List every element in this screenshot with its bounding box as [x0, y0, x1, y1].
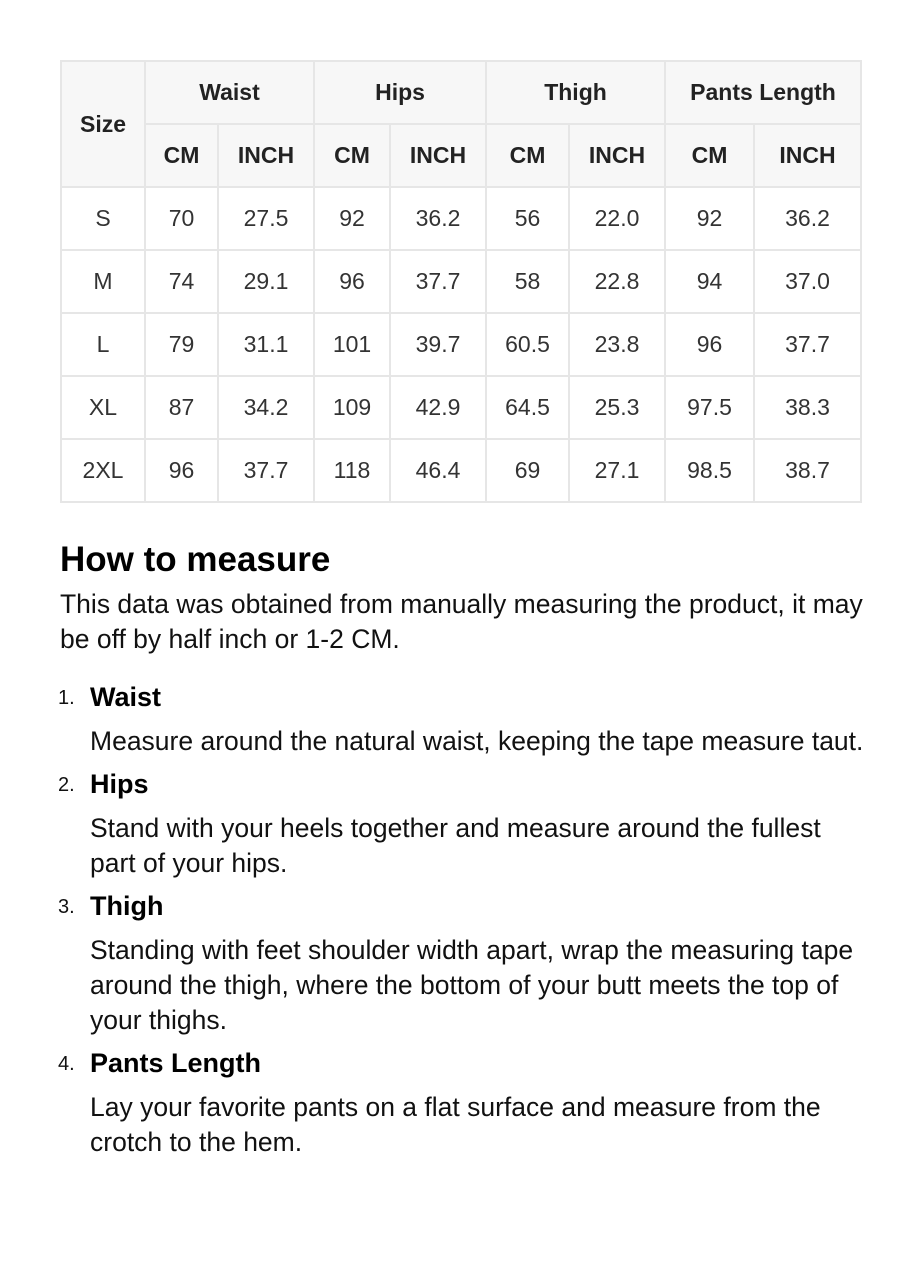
how-to-measure-section	[60, 536, 870, 1167]
measurement-cell: 79	[145, 313, 218, 376]
intro-text: This data was obtained from manually measuring the product, it may be off by half inch or 1-2 CM.	[60, 589, 863, 654]
list-item	[60, 679, 870, 759]
table-row	[61, 313, 861, 376]
step-description: Lay your favorite pants on a flat surface and measure from the crotch to the hem.	[90, 1092, 821, 1157]
header-row-units	[61, 124, 861, 187]
size-cell: XL	[61, 376, 145, 439]
step-title: Waist	[90, 682, 162, 712]
measurement-cell: 38.7	[754, 439, 861, 502]
list-item	[60, 1045, 870, 1160]
measurement-cell: 69	[486, 439, 569, 502]
measurement-cell: 37.7	[390, 250, 486, 313]
measurement-cell: 31.1	[218, 313, 314, 376]
step-number: 1.	[58, 687, 75, 709]
measurement-cell: 36.2	[754, 187, 861, 250]
measurement-cell: 96	[145, 439, 218, 502]
table-header	[61, 61, 861, 187]
measurement-cell: 96	[665, 313, 754, 376]
group-header-hips: Hips	[314, 61, 486, 124]
measurement-cell: 70	[145, 187, 218, 250]
measurement-cell: 23.8	[569, 313, 665, 376]
measurement-cell: 87	[145, 376, 218, 439]
measurement-cell: 42.9	[390, 376, 486, 439]
measurement-cell: 25.3	[569, 376, 665, 439]
measurement-cell: 37.7	[218, 439, 314, 502]
measurement-cell: 64.5	[486, 376, 569, 439]
measurement-cell: 101	[314, 313, 390, 376]
size-cell: S	[61, 187, 145, 250]
header-row-groups	[61, 61, 861, 124]
size-chart-table	[60, 60, 862, 503]
measurement-cell: 94	[665, 250, 754, 313]
table-row	[61, 187, 861, 250]
group-header-thigh: Thigh	[486, 61, 665, 124]
steps-list	[60, 679, 870, 1160]
measurement-cell: 92	[314, 187, 390, 250]
measurement-cell: 22.8	[569, 250, 665, 313]
section-title: How to measure	[60, 540, 331, 579]
table-body	[61, 187, 861, 502]
measurement-cell: 22.0	[569, 187, 665, 250]
measurement-cell: 98.5	[665, 439, 754, 502]
list-item	[60, 766, 870, 881]
step-title: Thigh	[90, 891, 164, 921]
list-item	[60, 888, 870, 1038]
unit-header: INCH	[390, 124, 486, 187]
measurement-cell: 37.0	[754, 250, 861, 313]
measurement-cell: 58	[486, 250, 569, 313]
measurement-cell: 27.5	[218, 187, 314, 250]
measurement-cell: 109	[314, 376, 390, 439]
measurement-cell: 39.7	[390, 313, 486, 376]
measurement-cell: 92	[665, 187, 754, 250]
measurement-cell: 96	[314, 250, 390, 313]
measurement-cell: 118	[314, 439, 390, 502]
group-header-pants-length: Pants Length	[665, 61, 861, 124]
measurement-cell: 74	[145, 250, 218, 313]
unit-header: CM	[486, 124, 569, 187]
step-number: 3.	[58, 896, 75, 918]
table-row	[61, 439, 861, 502]
measurement-cell: 29.1	[218, 250, 314, 313]
step-number: 2.	[58, 774, 75, 796]
measurement-cell: 34.2	[218, 376, 314, 439]
measurement-cell: 38.3	[754, 376, 861, 439]
measurement-cell: 56	[486, 187, 569, 250]
size-cell: L	[61, 313, 145, 376]
unit-header: INCH	[569, 124, 665, 187]
measurement-cell: 37.7	[754, 313, 861, 376]
size-cell: M	[61, 250, 145, 313]
unit-header: CM	[665, 124, 754, 187]
size-header: Size	[61, 61, 145, 187]
measurement-cell: 97.5	[665, 376, 754, 439]
table-row	[61, 250, 861, 313]
unit-header: INCH	[754, 124, 861, 187]
measurement-cell: 27.1	[569, 439, 665, 502]
measurement-cell: 60.5	[486, 313, 569, 376]
unit-header: INCH	[218, 124, 314, 187]
group-header-waist: Waist	[145, 61, 314, 124]
table-row	[61, 376, 861, 439]
unit-header: CM	[145, 124, 218, 187]
step-number: 4.	[58, 1053, 75, 1075]
step-description: Measure around the natural waist, keeping the tape measure taut.	[90, 726, 864, 756]
step-description: Stand with your heels together and measure around the fullest part of your hips.	[90, 813, 821, 878]
step-title: Hips	[90, 769, 149, 799]
step-description: Standing with feet shoulder width apart, wrap the measuring tape around the thigh, where the bottom of your butt meets the top of your thighs.	[90, 935, 854, 1035]
unit-header: CM	[314, 124, 390, 187]
size-cell: 2XL	[61, 439, 145, 502]
measurement-cell: 36.2	[390, 187, 486, 250]
measurement-cell: 46.4	[390, 439, 486, 502]
step-title: Pants Length	[90, 1048, 262, 1078]
